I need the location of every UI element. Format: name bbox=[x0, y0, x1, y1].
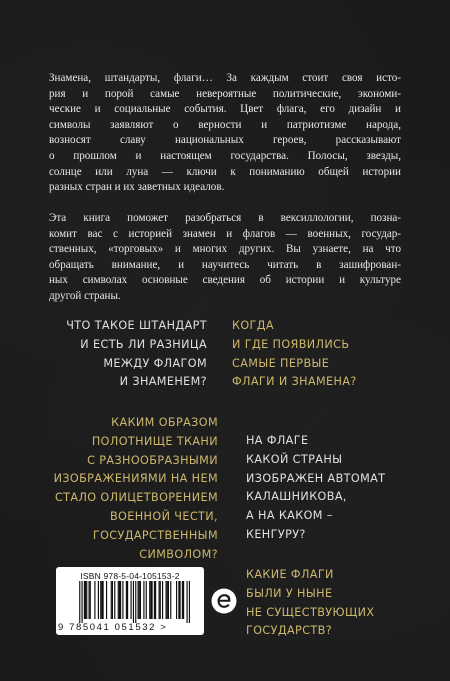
barcode-bar bbox=[138, 581, 139, 619]
barcode-bar bbox=[146, 581, 147, 619]
question-line: ПОЛОТНИЩЕ ТКАНИ bbox=[91, 434, 218, 448]
question-line: ГОСУДАРСТВЕННЫМ bbox=[92, 528, 218, 542]
barcode-bar bbox=[122, 581, 123, 619]
barcode-bar bbox=[149, 581, 150, 619]
question-line: И ЕСТЬ ЛИ РАЗНИЦА bbox=[80, 337, 207, 351]
barcode-bar bbox=[154, 581, 155, 619]
question-line: КАКИМ ОБРАЗОМ bbox=[111, 416, 218, 429]
barcode-bar bbox=[166, 581, 167, 619]
barcode-bar bbox=[111, 581, 112, 619]
barcode-bar bbox=[170, 581, 171, 619]
barcode-bar bbox=[168, 581, 169, 619]
question-line: ИЗОБРАЖЕНИЯМИ НА НЕМ bbox=[53, 472, 218, 486]
barcode-bar bbox=[167, 581, 168, 619]
barcode-bar bbox=[103, 581, 104, 619]
barcode-bar bbox=[155, 581, 156, 619]
text-line: комит вас с историей знамен и флагов — военных, государ- bbox=[49, 227, 401, 240]
barcode-bar bbox=[127, 581, 128, 619]
barcode-bar bbox=[119, 581, 120, 619]
text-line: возносят славу национальных героев, рассказывают bbox=[49, 134, 401, 147]
question-line: КАКОЙ СТРАНЫ bbox=[246, 452, 343, 466]
barcode-bar bbox=[85, 581, 86, 619]
question-line: БЫЛИ У НЫНЕ bbox=[246, 586, 333, 600]
text-line: разных стран и их заветных идеалов. bbox=[49, 181, 225, 194]
barcode-bar bbox=[90, 581, 91, 619]
question-line: НЕ СУЩЕСТВУЮЩИХ bbox=[246, 605, 375, 619]
barcode-bar bbox=[131, 581, 132, 619]
question-line: МЕЖДУ ФЛАГОМ bbox=[103, 356, 207, 370]
question-standard bbox=[66, 317, 207, 392]
text-line: ственных, «торговых» и многих других. Вы узнаете, на что bbox=[49, 243, 401, 256]
barcode-bar bbox=[178, 581, 179, 619]
barcode-bar bbox=[112, 581, 113, 619]
barcode-block bbox=[56, 567, 204, 635]
question-line: КАЛАШНИКОВА, bbox=[246, 490, 347, 504]
barcode-bar bbox=[84, 581, 85, 619]
barcode-bar bbox=[182, 581, 183, 619]
ean-digits: 9 785041 051532 > bbox=[58, 622, 168, 633]
barcode-bar bbox=[94, 581, 95, 619]
question-line: СИМВОЛОМ? bbox=[139, 547, 218, 561]
question-line: СТАЛО ОЛИЦЕТВОРЕНИЕМ bbox=[54, 491, 218, 505]
question-defunct-states bbox=[246, 566, 374, 641]
question-line: САМЫЕ ПЕРВЫЕ bbox=[232, 356, 330, 370]
barcode-bar bbox=[180, 581, 181, 619]
text-line: ческие и социальные события. Цвет флага, его дизайн и bbox=[49, 103, 401, 116]
question-line: ВОЕННОЙ ЧЕСТИ, bbox=[109, 509, 218, 523]
barcode-bar bbox=[140, 581, 141, 619]
barcode-icon bbox=[68, 581, 194, 623]
text-line: рия и порой самые невероятные политические, экономи- bbox=[49, 87, 401, 100]
text-line: другой страны. bbox=[49, 289, 121, 302]
barcode-bar bbox=[143, 581, 144, 619]
barcode-bar bbox=[82, 581, 83, 623]
question-first-flags bbox=[232, 317, 357, 392]
barcode-bar bbox=[160, 581, 161, 619]
question-cloth-symbol bbox=[54, 414, 218, 564]
question-line: ЧТО ТАКОЕ ШТАНДАРТ bbox=[66, 319, 207, 332]
barcode-bar bbox=[159, 581, 160, 619]
text-line: ных символах основные сведения об истории и культуре bbox=[49, 274, 401, 287]
isbn-text: ISBN 978-5-04-105153-2 bbox=[80, 571, 180, 581]
barcode-bar bbox=[118, 581, 119, 619]
barcode-bar bbox=[162, 581, 163, 619]
barcode-bar bbox=[150, 581, 151, 619]
question-line: КОГДА bbox=[232, 319, 274, 332]
question-line: И ГДЕ ПОЯВИЛИСЬ bbox=[232, 337, 350, 351]
barcode-bar bbox=[114, 581, 115, 619]
barcode-bar bbox=[135, 581, 136, 623]
question-kalashnikov bbox=[246, 432, 385, 545]
question-line: С РАЗНООБРАЗНЫМИ bbox=[87, 453, 218, 467]
question-line: И ЗНАМЕНЕМ? bbox=[119, 375, 207, 389]
barcode-bar bbox=[187, 581, 188, 623]
question-line: ФЛАГИ И ЗНАМЕНА? bbox=[232, 375, 357, 389]
barcode-bar bbox=[139, 581, 140, 619]
barcode-bar bbox=[106, 581, 107, 619]
barcode-bar bbox=[189, 581, 190, 623]
barcode-bar bbox=[152, 581, 153, 619]
text-line: Знамена, штандарты, флаги… За каждым стоит своя исто- bbox=[49, 72, 401, 84]
question-line: КЕНГУРУ? bbox=[246, 527, 306, 541]
text-line: Эта книга поможет разобраться в вексиллологии, позна- bbox=[49, 212, 401, 224]
barcode-bar bbox=[89, 581, 90, 619]
barcode-bar bbox=[183, 581, 184, 619]
question-line: НА ФЛАГЕ bbox=[246, 434, 309, 447]
text-line: обращать внимание, и научитесь читать в зашифрован- bbox=[49, 258, 401, 271]
question-line: ГОСУДАРСТВ? bbox=[246, 624, 333, 638]
eksmo-e-logo-icon bbox=[211, 588, 237, 614]
barcode-bar bbox=[176, 581, 177, 619]
description-paragraph-2 bbox=[49, 211, 401, 305]
barcode-bar bbox=[79, 581, 80, 623]
description-paragraph-1 bbox=[49, 71, 401, 196]
barcode-bar bbox=[133, 581, 134, 623]
barcode-bar bbox=[98, 581, 99, 619]
barcode-bar bbox=[101, 581, 102, 619]
text-line: о прошлом и настоящем государства. Полосы, звезды, bbox=[49, 149, 401, 162]
barcode-bar bbox=[86, 581, 87, 619]
barcode-bar bbox=[100, 581, 101, 619]
barcode-bar bbox=[126, 581, 127, 619]
text-line: символы заявляют о верности и патриотизме народа, bbox=[49, 118, 401, 131]
question-line: КАКИЕ ФЛАГИ bbox=[246, 568, 334, 581]
question-line: ИЗОБРАЖЕН АВТОМАТ bbox=[246, 471, 386, 485]
text-line: солнце или луна — ключи к пониманию общей истории bbox=[49, 165, 401, 178]
barcode-bar bbox=[120, 581, 121, 619]
question-line: А НА КАКОМ – bbox=[246, 509, 333, 523]
